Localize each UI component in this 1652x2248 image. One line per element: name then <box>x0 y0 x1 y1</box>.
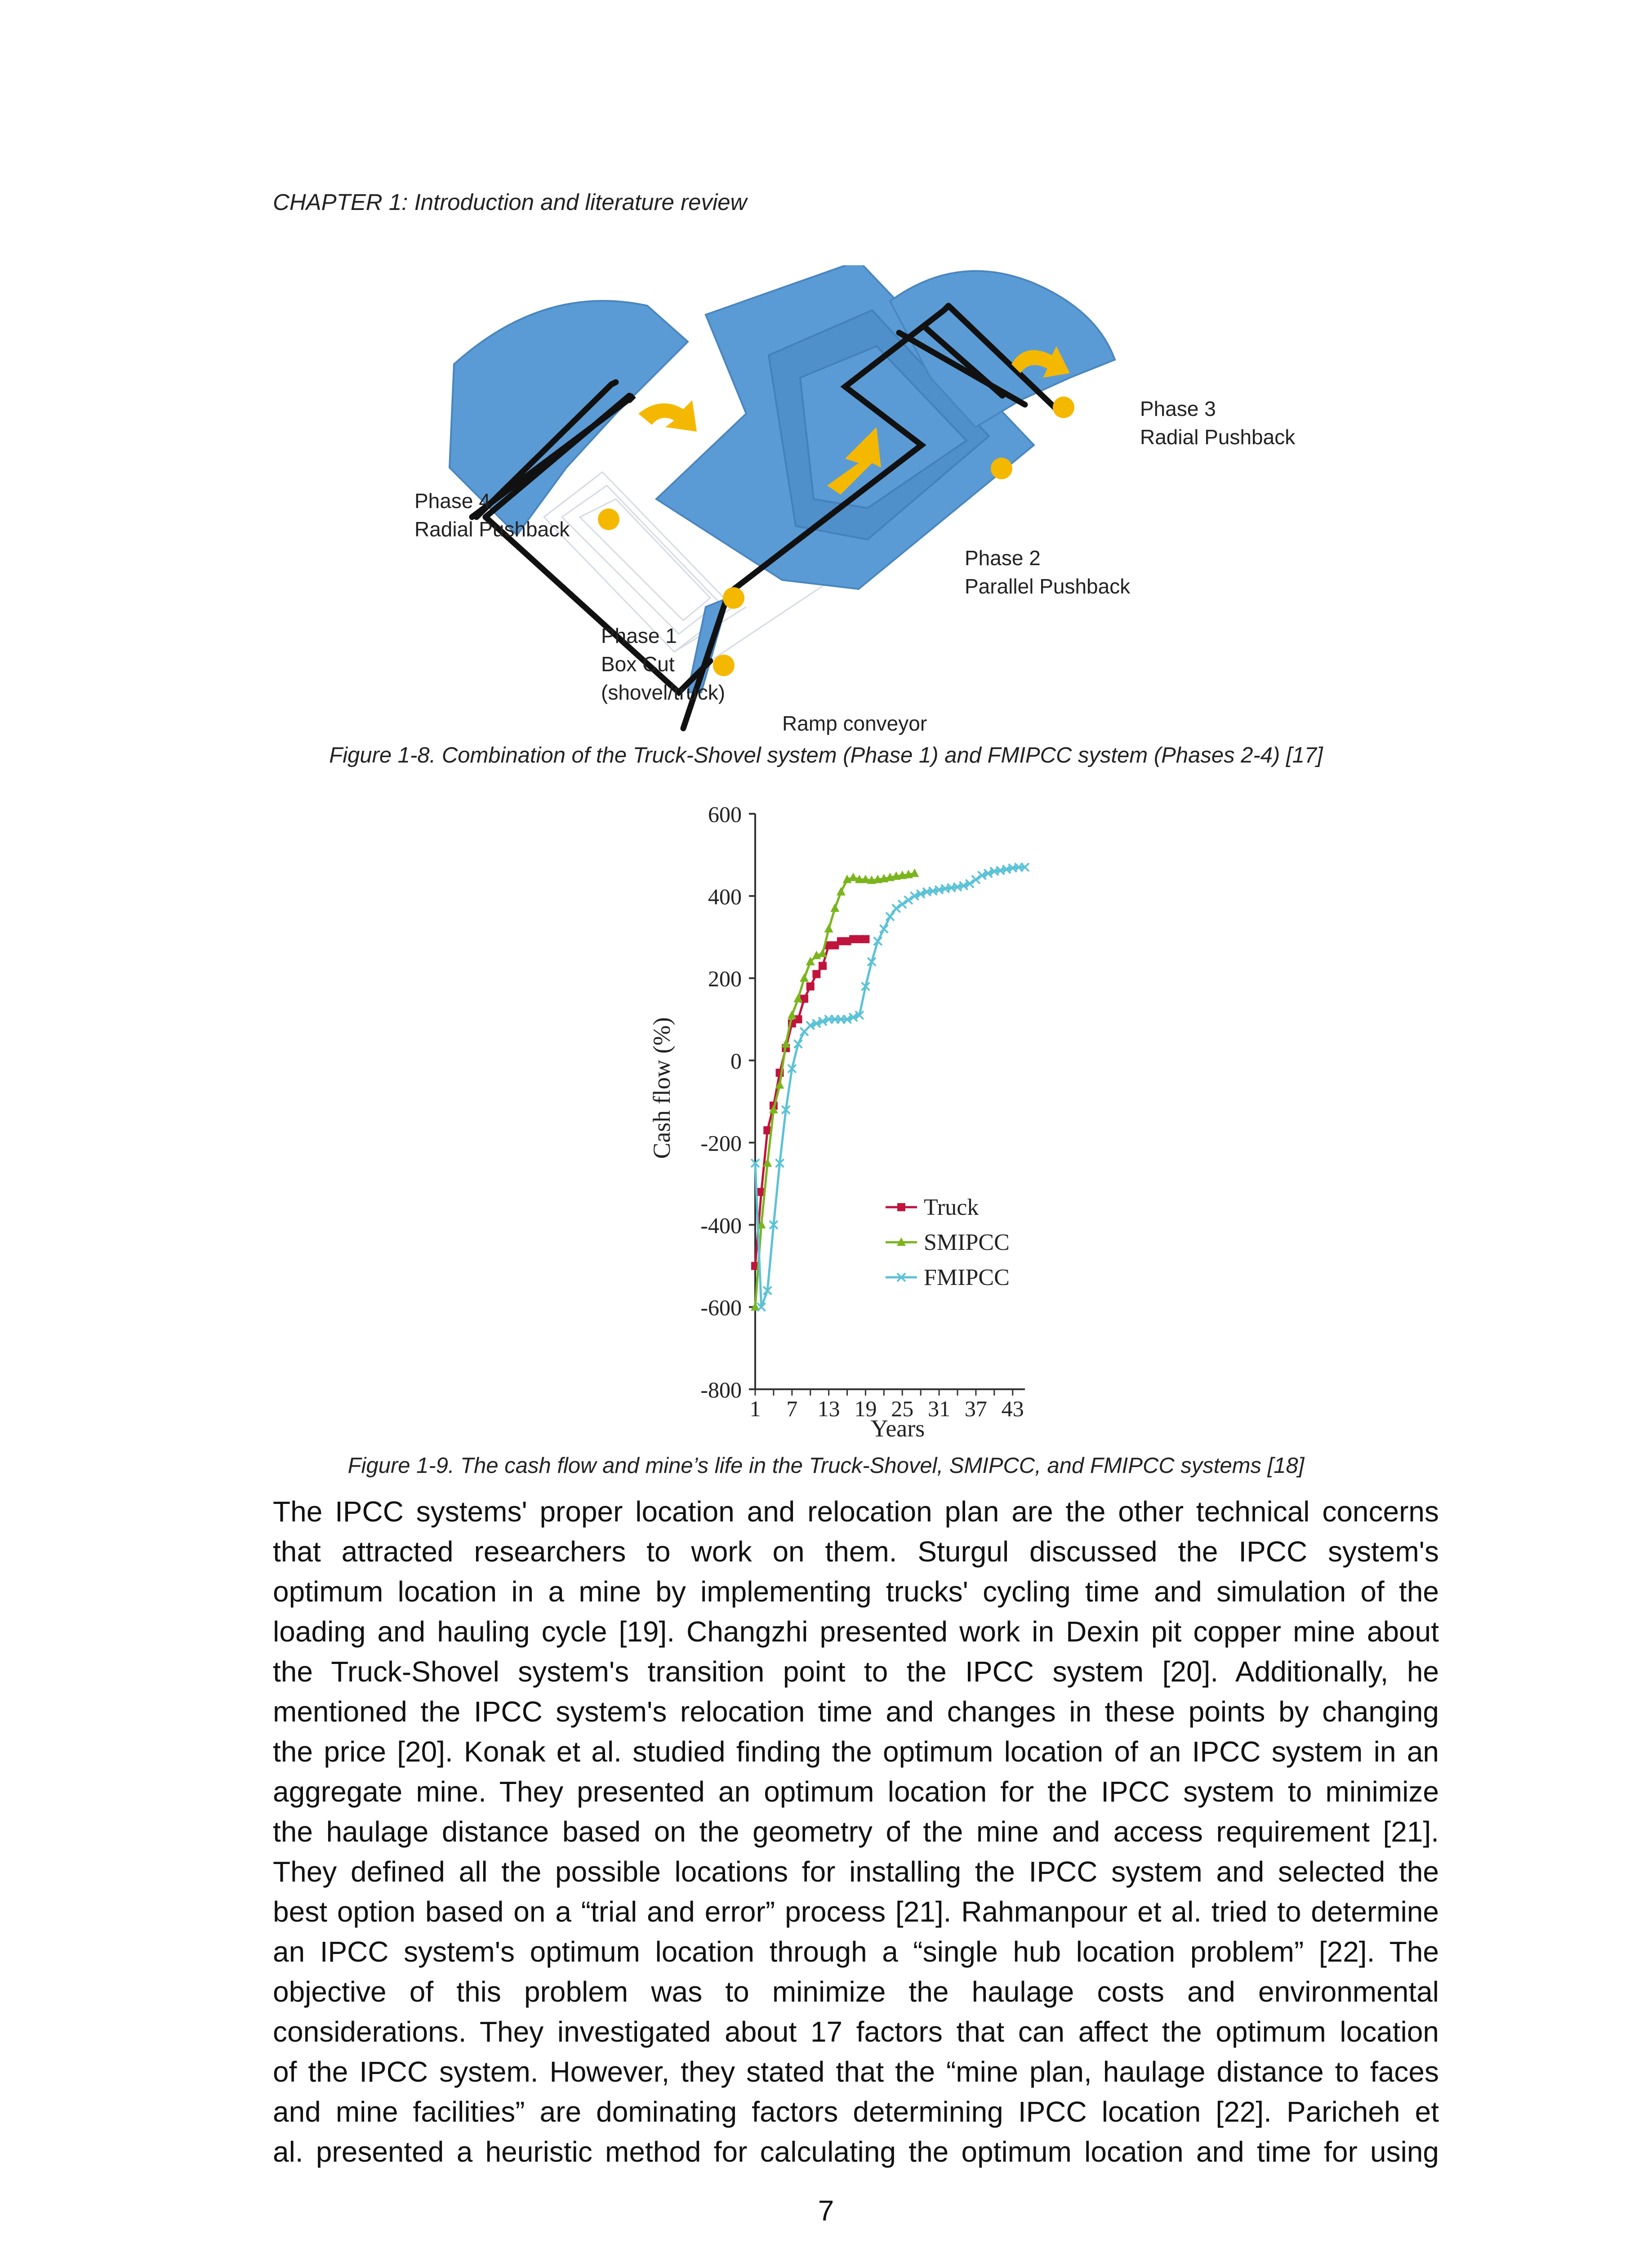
x-axis-label: Years <box>870 1415 925 1442</box>
y-axis-label: Cash flow (%) <box>648 1017 675 1159</box>
legend-marker-truck <box>897 1203 905 1211</box>
data-point-smipcc <box>830 903 839 912</box>
y-tick-label: 600 <box>708 802 742 827</box>
data-point-smipcc <box>800 973 809 982</box>
node-phase4 <box>598 508 619 530</box>
data-point-fmipcc <box>880 925 888 933</box>
body-line: al. presented a heuristic method for calculating the optimum location and time for using <box>273 2136 1439 2168</box>
x-tick-label: 7 <box>786 1396 798 1421</box>
y-tick-label: 400 <box>708 883 742 909</box>
node-phase1 <box>713 655 735 676</box>
y-tick-label: 0 <box>730 1048 742 1074</box>
data-point-truck <box>794 1015 802 1023</box>
phase1-label-line2: Box Cut <box>601 652 675 676</box>
body-line: The IPCC systems' proper location and relocation plan are the other technical concerns <box>273 1495 1439 1528</box>
data-point-smipcc <box>824 924 833 932</box>
data-point-smipcc <box>781 1039 790 1048</box>
body-line: the haulage distance based on the geometry of the mine and access requirement [21]. <box>273 1815 1439 1848</box>
figure-1-8-diagram <box>396 265 1313 737</box>
x-tick-label: 37 <box>964 1396 987 1421</box>
body-line: best option based on a “trial and error” process [21]. Rahmanpour et al. tried to determine <box>273 1896 1439 1928</box>
x-tick-label: 43 <box>1001 1396 1024 1421</box>
y-tick-label: 200 <box>708 966 742 991</box>
body-line: optimum location in a mine by implementing trucks' cycling time and simulation of the <box>273 1575 1439 1608</box>
data-point-truck <box>819 962 827 970</box>
x-tick-label: 31 <box>928 1396 951 1421</box>
body-line: and mine facilities” are dominating factors determining IPCC location [22]. Paricheh et <box>273 2096 1439 2128</box>
data-point-smipcc <box>910 869 919 877</box>
phase3-label-line2: Radial Pushback <box>1140 425 1296 449</box>
data-point-smipcc <box>849 873 858 881</box>
phase4-rotate-arrow-icon <box>638 400 697 432</box>
phase1-label-line1: Phase 1 <box>601 624 677 647</box>
data-point-truck <box>806 982 815 990</box>
data-point-smipcc <box>788 1010 797 1019</box>
x-tick-label: 1 <box>749 1396 761 1421</box>
data-point-smipcc <box>837 887 846 896</box>
y-tick-label: -600 <box>700 1295 742 1320</box>
phase4-label-line1: Phase 4 <box>414 489 490 513</box>
body-line: an IPCC system's optimum location through a “single hub location problem” [22]. The <box>273 1936 1439 1968</box>
phase3-label-line1: Phase 3 <box>1140 397 1216 420</box>
data-point-truck <box>812 970 820 978</box>
figure-1-9-caption: Figure 1-9. The cash flow and mine’s life in the Truck-Shovel, SMIPCC, and FMIPCC systems [18] <box>347 1454 1305 1478</box>
phase2-label-line2: Parallel Pushback <box>965 575 1131 598</box>
node-phase2 <box>991 458 1012 479</box>
body-line: of the IPCC system. However, they stated that the “mine plan, haulage distance to faces <box>273 2056 1439 2088</box>
body-line: They defined all the possible locations for installing the IPCC system and selected the <box>273 1855 1439 1888</box>
phase1-label-line3: (shovel/truck) <box>601 681 726 704</box>
body-line: objective of this problem was to minimize the haulage costs and environmental <box>273 1976 1439 2008</box>
page-number: 7 <box>818 2194 834 2227</box>
x-tick-label: 13 <box>817 1396 840 1421</box>
body-line: considerations. They investigated about 17 factors that can affect the optimum location <box>273 2016 1439 2048</box>
body-line: the Truck-Shovel system's transition point to the IPCC system [20]. Additionally, he <box>273 1655 1439 1688</box>
phase4-label-line2: Radial Pushback <box>414 517 570 541</box>
body-line: loading and hauling cycle [19]. Changzhi presented work in Dexin pit copper mine about <box>273 1615 1439 1648</box>
running-header: CHAPTER 1: Introduction and literature review <box>273 189 747 215</box>
y-tick-label: -400 <box>700 1213 742 1238</box>
body-line: the price [20]. Konak et al. studied finding the optimum location of an IPCC system in an <box>273 1735 1439 1768</box>
legend-label-fmipcc: FMIPCC <box>924 1265 1010 1290</box>
data-point-truck <box>861 935 869 943</box>
data-point-fmipcc <box>886 913 894 921</box>
phase2-label-line1: Phase 2 <box>965 546 1041 570</box>
y-tick-label: -800 <box>700 1377 742 1402</box>
figure-1-8-caption: Figure 1-8. Combination of the Truck-Shovel system (Phase 1) and FMIPCC system (Phases 2-4) [17] <box>329 743 1323 767</box>
legend-label-truck: Truck <box>924 1195 979 1220</box>
figure-1-9-chart <box>634 791 1074 1448</box>
body-line: aggregate mine. They presented an optimum location for the IPCC system to minimize <box>273 1775 1439 1808</box>
ramp-conveyor-label: Ramp conveyor <box>782 712 927 735</box>
body-line: mentioned the IPCC system's relocation time and changes in these points by changing <box>273 1695 1439 1728</box>
x-tick-label: 25 <box>891 1396 914 1421</box>
body-paragraph <box>273 1492 1439 2172</box>
legend-label-smipcc: SMIPCC <box>924 1230 1010 1255</box>
x-tick-label: 19 <box>854 1396 877 1421</box>
body-line: that attracted researchers to work on them. Sturgul discussed the IPCC system's <box>273 1535 1439 1568</box>
y-tick-label: -200 <box>700 1130 742 1156</box>
node-phase3 <box>1053 397 1074 418</box>
node-phase2-ramp <box>723 587 744 609</box>
